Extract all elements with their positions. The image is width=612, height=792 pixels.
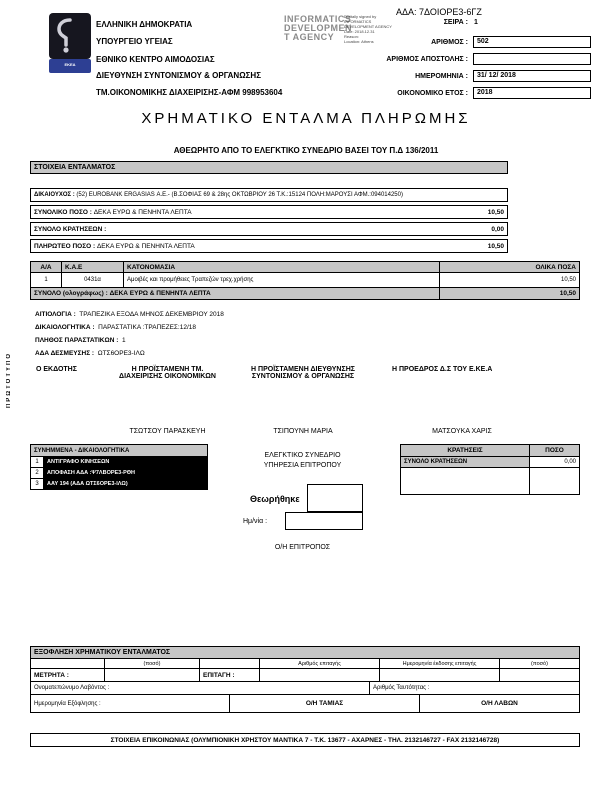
kae-table (30, 261, 580, 300)
deductions-table-total-value: 0,00 (530, 456, 580, 468)
section-entalma-header: ΣΤΟΙΧΕΙΑ ΕΝΤΑΛΜΑΤΟΣ (30, 161, 508, 174)
signature-finance-head-line2: ΔΙΑΧΕΙΡΙΣΗΣ ΟΙΚΟΝΟΜΙΚΩΝ (119, 373, 216, 380)
page-title: ΧΡΗΜΑΤΙΚΟ ΕΝΤΑΛΜΑ ΠΛΗΡΩΜΗΣ (141, 110, 471, 127)
arithmos-value-box: 502 (473, 36, 591, 48)
apostolis-label: ΑΡΙΘΜΟΣ ΑΠΟΣΤΟΛΗΣ : (386, 56, 468, 63)
docs-count-value: 1 (122, 337, 126, 344)
audit-office-line1: ΕΛΕΓΚΤΙΚΟ ΣΥΝΕΔΡΙΟ (264, 452, 341, 459)
attachment-text: ΑΠΟΦΑΣΗ ΑΔΑ :Ψ7ΛΒΟΡΕ3-ΡΘΗ (44, 467, 208, 479)
kae-row-aa: 1 (30, 272, 62, 288)
recipient-name-label: Ονοματεπώνυμο Λαβόντος : (30, 681, 370, 695)
docs-count-line (35, 337, 126, 344)
approved-label: Θεωρήθηκε (250, 494, 300, 504)
attachment-text: ΑΑΥ 194 (ΑΔΑ ΩΤΣ6ΟΡΕ3-ΙΛΩ) (44, 478, 208, 490)
imerominia-value-box: 31/ 12/ 2018 (473, 70, 591, 82)
deductions-total-value: 0,00 (491, 225, 504, 233)
settlement-cheque-number-label: Αριθμός επιταγής (260, 658, 380, 669)
deductions-total-label: ΣΥΝΟΛΟ ΚΡΑΤΗΣΕΩΝ : (34, 225, 107, 233)
docs-count-label: ΠΛΗΘΟΣ ΠΑΡΑΣΤΑΤΙΚΩΝ : (35, 337, 119, 344)
settlement-section (30, 646, 580, 713)
sig-detail-line: DEVELOPMENT AGENCY (344, 24, 392, 29)
supporting-docs-value: ΠΑΡΑΣΤΑΤΙΚΑ :ΤΡΑΠΕΖΕΣ:12/18 (98, 324, 197, 331)
total-amount-words: ΔΕΚΑ ΕΥΡΩ & ΠΕΝΗΝΤΑ ΛΕΠΤΑ (93, 208, 192, 216)
kae-header-aa: Α/Α (30, 261, 62, 273)
signer-name-1: ΤΣΩΤΣΟΥ ΠΑΡΑΣΚΕΥΗ (129, 428, 206, 435)
settlement-cash-label: ΜΕΤΡΗΤΑ : (30, 668, 105, 682)
supporting-docs-line (35, 324, 196, 331)
payable-amount-row (30, 239, 508, 253)
attachment-num: 1 (30, 456, 44, 468)
stamp-name-line3: T AGENCY (284, 32, 335, 42)
settlement-cheque-label: ΕΠΙΤΑΓΗ : (200, 668, 260, 682)
deductions-table-total-label: ΣΥΝΟΛΟ ΚΡΑΤΗΣΕΩΝ (400, 456, 530, 468)
kae-table-row (30, 272, 580, 288)
attachments-title: ΣΥΝΗΜΜΕΝΑ - ΔΙΚΑΙΟΛΟΓΗΤΙΚΑ (30, 444, 208, 457)
audit-date-box (285, 512, 363, 530)
sig-detail-line: INFORMATICS (344, 19, 372, 24)
kae-row-name: Αμοιβές και προμήθειες Τραπεζών τρεχ.χρήσης (124, 272, 440, 288)
settlement-cash-amount-label: (ποσό) (105, 658, 200, 669)
header-line-ministry: ΥΠΟΥΡΓΕΙΟ ΥΓΕΙΑΣ (96, 37, 173, 46)
signature-finance-head-title (100, 366, 235, 380)
sig-detail-line: Date: 2018.12.31 (344, 29, 375, 34)
deductions-empty-cell (400, 467, 530, 495)
settlement-date-row (30, 694, 580, 713)
deductions-empty-row (400, 467, 580, 495)
signer-name-2: ΤΣΙΠΟΥΝΗ ΜΑΡΙΑ (273, 428, 333, 435)
kae-total-label: ΣΥΝΟΛΟ (ολογράφως) : (34, 290, 108, 297)
settlement-cash-amount-cell (105, 668, 200, 682)
original-copy-label: ΠΡΩΤΟΤΥΠΟ (6, 352, 12, 409)
kae-row-kae: 0431α (62, 272, 124, 288)
attachment-row (30, 478, 208, 490)
arithmos-label: ΑΡΙΘΜΟΣ : (431, 39, 468, 46)
justification-line (35, 311, 224, 318)
ekea-logo-text: ΕΚΕΑ (64, 62, 76, 67)
recipient-id-label: Αριθμός Ταυτότητας : (370, 681, 580, 695)
beneficiary-value: (52) EUROBANK ERGASIAS Α.Ε.- (Β.ΣΟΦΙΑΣ 69 & 28ης ΟΚΤΩΒΡΙΟΥ 26 Τ.Κ.:15124 ΠΟΛΗ:ΜΑΡΟΥΣΙ ΑΦΜ.:094014250) (76, 192, 403, 198)
attachment-num: 3 (30, 478, 44, 490)
settlement-values-row (30, 668, 580, 682)
deductions-header-amount: ΠΟΣΟ (530, 444, 580, 457)
header-line-directorate: ΔΙΕΥΘΥΝΣΗ ΣΥΝΤΟΝΙΣΜΟΥ & ΟΡΓΑΝΩΣΗΣ (96, 71, 261, 80)
cashier-label: Ο/Η ΤΑΜΙΑΣ (230, 694, 420, 713)
commitment-ada-label: ΑΔΑ ΔΕΣΜΕΥΣΗΣ : (35, 350, 95, 357)
ekea-logo (48, 13, 92, 73)
settlement-cheque-date-cell (380, 668, 500, 682)
kae-total-amount: 10,50 (440, 287, 580, 300)
signature-finance-head-line1: Η ΠΡΟΪΣΤΑΜΕΝΗ ΤΜ. (131, 366, 204, 373)
total-amount-row (30, 205, 508, 219)
signature-directorate-head-title (228, 366, 378, 380)
settlement-recipient-row (30, 681, 580, 695)
sig-detail-line: Digitally signed by (344, 14, 377, 19)
justification-label: ΑΙΤΙΟΛΟΓΙΑ : (35, 311, 76, 318)
contact-info-footer: ΣΤΟΙΧΕΙΑ ΕΠΙΚΟΙΝΩΝΙΑΣ (ΟΛΥΜΠΙΟΝΙΚΗ ΧΡΗΣΤΟΥ ΜΑΝΤΙΚΑ 7 - Τ.Κ. 13677 - ΑΧΑΡΝΕΣ - ΤΗΛ. 2132146727 - FAX 2132146728) (30, 733, 580, 747)
deductions-header-label: ΚΡΑΤΗΣΕΙΣ (400, 444, 530, 457)
signature-directorate-head-line2: ΣΥΝΤΟΝΙΣΜΟΥ & ΟΡΓΑΝΩΣΗΣ (251, 373, 355, 380)
commissioner-label: Ο/Η ΕΠΙΤΡΟΠΟΣ (274, 544, 331, 551)
approved-stamp-box (307, 484, 363, 512)
kae-total-left (30, 287, 440, 300)
kae-table-total-row (30, 287, 580, 300)
header-line-republic: ΕΛΛΗΝΙΚΗ ΔΗΜΟΚΡΑΤΙΑ (96, 20, 193, 29)
kae-header-name: ΚΑΤΟΝΟΜΑΣΙΑ (124, 261, 440, 273)
settlement-cheque-amount-cell (500, 668, 580, 682)
receiver-label: Ο/Η ΛΑΒΩΝ (420, 694, 580, 713)
settlement-cheque-date-label: Ημερομηνία έκδοσης επιταγής (380, 658, 500, 669)
justification-value: ΤΡΑΠΕΖΙΚΑ ΕΞΟΔΑ ΜΗΝΟΣ ΔΕΚΕΜΒΡΙΟΥ 2018 (79, 311, 224, 318)
deductions-empty-amount-cell (530, 467, 580, 495)
attachment-num: 2 (30, 467, 44, 479)
digital-signature-stamp (284, 15, 352, 42)
total-amount-label: ΣΥΝΟΛΙΚΟ ΠΟΣΟ : (34, 208, 92, 216)
deductions-table (400, 444, 580, 495)
stamp-name-line2: DEVELOPMEN (284, 23, 353, 33)
audit-office-line2: ΥΠΗΡΕΣΙΑ ΕΠΙΤΡΟΠΟΥ (263, 462, 342, 469)
attachment-text: ΑΝΤΙΓΡΑΦΟ ΚΙΝΗΣΕΩΝ (44, 456, 208, 468)
signature-issuer-title: Ο ΕΚΔΟΤΗΣ (36, 366, 77, 373)
settlement-title: ΕΞΟΦΛΗΣΗ ΧΡΗΜΑΤΙΚΟΥ ΕΝΤΑΛΜΑΤΟΣ (30, 646, 580, 659)
total-amount-value: 10,50 (487, 208, 504, 216)
page-subtitle: ΑΘΕΩΡΗΤΟ ΑΠΟ ΤΟ ΕΛΕΓΚΤΙΚΟ ΣΥΝΕΔΡΙΟ ΒΑΣΕΙ ΤΟΥ Π.Δ 136/2011 (173, 146, 439, 155)
etos-value-box: 2018 (473, 87, 591, 99)
sig-detail-line: Location: Athens (344, 39, 374, 44)
kae-total-words: ΔΕΚΑ ΕΥΡΩ & ΠΕΝΗΝΤΑ ΛΕΠΤΑ (109, 290, 211, 297)
deductions-total-row (30, 222, 508, 236)
sig-detail-line: Reason: (344, 34, 359, 39)
kae-header-kae: Κ.Α.Ε (62, 261, 124, 273)
ada-code: ΑΔΑ: 7ΔΟΙΟΡΕ3-6ΓΖ (396, 7, 482, 17)
settlement-cheque-amount-label: (ποσό) (500, 658, 580, 669)
signature-president-title: Η ΠΡΟΕΔΡΟΣ Δ.Σ ΤΟΥ Ε.ΚΕ.Α (392, 366, 493, 373)
seira-label: ΣΕΙΡΑ : (443, 19, 468, 26)
payable-amount-words: ΔΕΚΑ ΕΥΡΩ & ΠΕΝΗΝΤΑ ΛΕΠΤΑ (96, 242, 195, 250)
beneficiary-label: ΔΙΚΑΙΟΥΧΟΣ : (34, 192, 75, 198)
header-line-center: ΕΘΝΙΚΟ ΚΕΝΤΡΟ ΑΙΜΟΔΟΣΙΑΣ (96, 55, 215, 64)
supporting-docs-label: ΔΙΚΑΙΟΛΟΓΗΤΙΚΑ : (35, 324, 95, 331)
settlement-cheque-number-cell (260, 668, 380, 682)
beneficiary-row (30, 188, 508, 202)
seira-value: 1 (474, 19, 478, 26)
attachments-table (30, 444, 208, 490)
payable-amount-label: ΠΛΗΡΩΤΕΟ ΠΟΣΟ : (34, 242, 96, 250)
signer-name-3: ΜΑΤΣΟΥΚΑ ΧΑΡΙΣ (432, 428, 492, 435)
header-line-department: ΤΜ.ΟΙΚΟΝΟΜΙΚΗΣ ΔΙΑΧΕΙΡΙΣΗΣ-ΑΦΜ 998953604 (96, 88, 283, 97)
apostolis-value-box (473, 53, 591, 65)
signature-directorate-head-line1: Η ΠΡΟΪΣΤΑΜΕΝΗ ΔΙΕΥΘΥΝΣΗΣ (251, 366, 355, 373)
commitment-ada-value: ΩΤΣ6ΟΡΕ3-ΙΛΩ (97, 350, 145, 357)
audit-date-label: Ημ/νία : (243, 518, 268, 525)
imerominia-label: ΗΜΕΡΟΜΗΝΙΑ : (415, 73, 468, 80)
etos-label: ΟΙΚΟΝΟΜΙΚΟ ΕΤΟΣ : (397, 90, 468, 97)
kae-row-amount: 10,50 (440, 272, 580, 288)
payable-amount-value: 10,50 (487, 242, 504, 250)
settlement-date-label: Ημερομηνία Εξόφλησης : (30, 694, 230, 713)
stamp-name-line1: INFORMATICS (284, 14, 352, 24)
kae-header-amount: ΟΛΙΚΑ ΠΟΣΑ (440, 261, 580, 273)
commitment-ada-line (35, 350, 145, 357)
